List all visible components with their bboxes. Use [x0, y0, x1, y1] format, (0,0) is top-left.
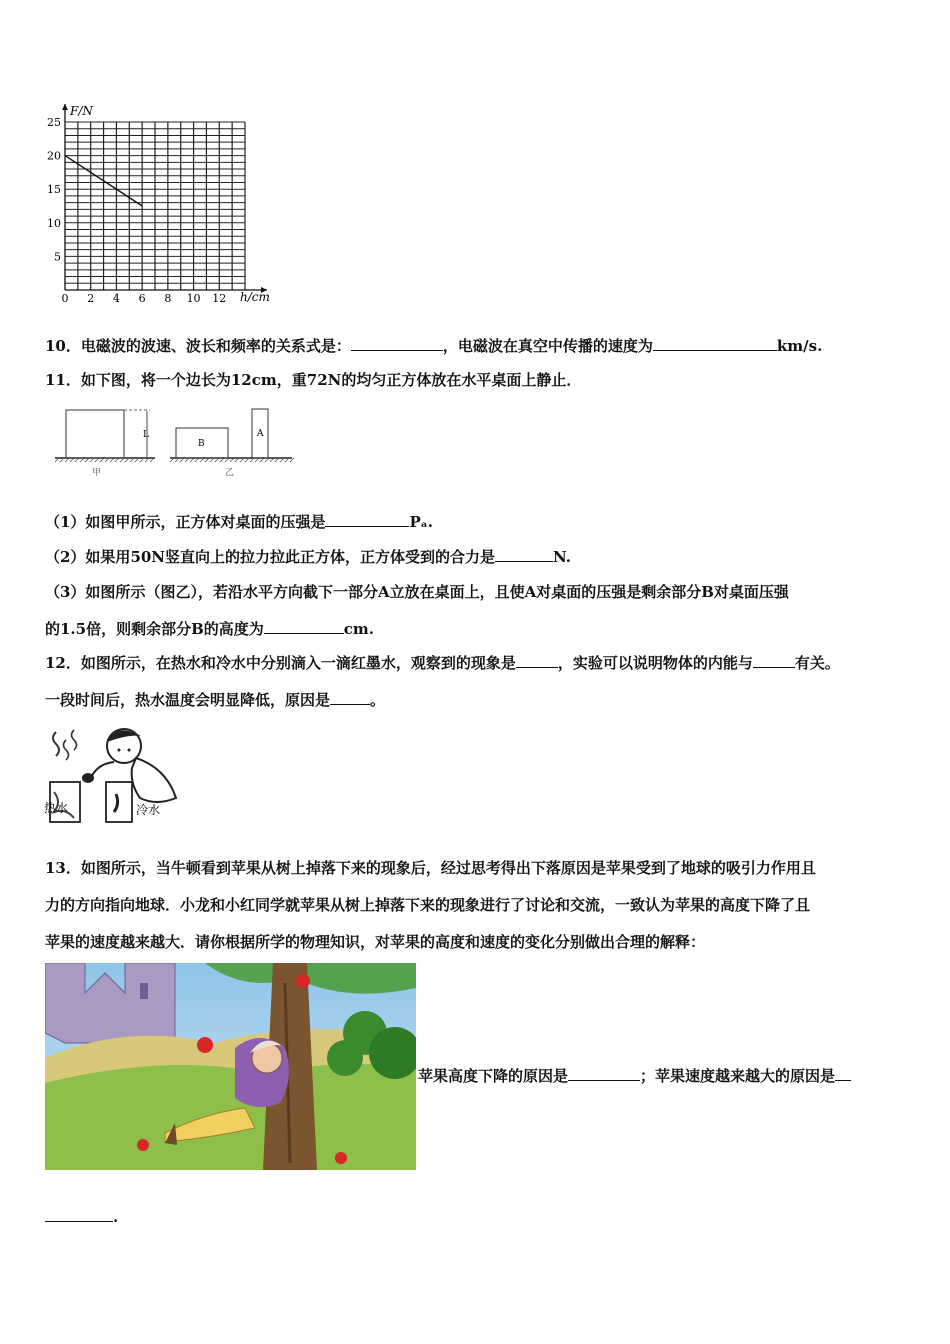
label-l: L	[143, 430, 149, 440]
q11-p3-blank[interactable]	[264, 619, 344, 634]
x-tick-label: 12	[212, 292, 227, 305]
y-axis-label: F/N	[70, 104, 93, 118]
q10-text-b: ，电磁波在真空中传播的速度为	[442, 337, 653, 355]
y-tick-label: 15	[47, 183, 61, 197]
x-tick-label: 10	[186, 292, 201, 305]
q11-p3-text: 的1.5倍，则剩余部分B的高度为	[45, 620, 264, 638]
q11-p2-unit: N.	[553, 548, 572, 566]
q11-intro: 11．如下图，将一个边长为12cm，重72N的均匀正方体放在水平桌面上静止．	[45, 371, 582, 389]
q13-line2: 力的方向指向地球．小龙和小红同学就苹果从树上掉落下来的现象进行了讨论和交流，一致认为苹果的高度下降了且	[45, 896, 811, 914]
q12-line1	[45, 653, 840, 673]
newton-apple-illustration	[45, 963, 416, 1170]
q11-p1-blank[interactable]	[325, 512, 409, 527]
q13-answer-line	[418, 1066, 851, 1086]
q10-text-a: 10．电磁波的波速、波长和频率的关系式是：	[45, 337, 351, 355]
caption-jia: 甲	[92, 468, 102, 478]
q13-line3: 苹果的速度越来越大．请你根据所学的物理知识，对苹果的高度和速度的变化分别做出合理的解释：	[45, 933, 706, 951]
q11-part-2	[45, 547, 571, 567]
q11-p2-blank[interactable]	[495, 547, 553, 562]
q13-blank-2-start[interactable]	[835, 1066, 851, 1081]
q12-blank-3[interactable]	[330, 690, 370, 705]
q11-p1-unit: Pₐ.	[409, 513, 433, 531]
x-tick-label: 6	[138, 292, 146, 305]
label-hot-water: 热水	[44, 801, 69, 815]
x-tick-label: 2	[87, 292, 95, 305]
x-tick-label: 4	[112, 292, 120, 305]
q13-blank-1[interactable]	[568, 1066, 640, 1081]
q11-p3-unit: cm.	[343, 620, 375, 638]
q12-text-e: 。	[370, 691, 386, 709]
q11-part-3-line1: （3）如图所示（图乙），若沿水平方向截下一部分A立放在桌面上，且使A对桌面的压强是剩余部分B对桌面压强	[45, 583, 789, 601]
q13-answer-b: ；苹果速度越来越大的原因是	[640, 1067, 836, 1085]
force-height-chart	[40, 100, 280, 310]
q13-line1: 13．如图所示，当牛顿看到苹果从树上掉落下来的现象后，经过思考得出下落原因是苹果受到了地球的吸引力作用且	[45, 859, 816, 877]
ink-diffusion-illustration	[44, 720, 184, 825]
caption-yi: 乙	[225, 468, 235, 478]
question-10	[45, 336, 822, 356]
q12-text-d: 一段时间后，热水温度会明显降低，原因是	[45, 691, 331, 709]
q10-text-c: km/s.	[776, 337, 823, 355]
chart-axes	[62, 104, 267, 293]
q13-answer-a: 苹果高度下降的原因是	[418, 1067, 569, 1085]
q12-text-c: 有关。	[794, 654, 840, 672]
q12-blank-1[interactable]	[516, 653, 558, 668]
q11-figure	[52, 402, 302, 482]
q13-answer-continuation	[45, 1207, 118, 1227]
q10-blank-2[interactable]	[653, 336, 777, 351]
y-tick-label: 10	[47, 216, 61, 230]
x-tick-label: 0	[61, 292, 69, 305]
y-tick-label: 25	[47, 116, 61, 129]
q10-blank-1[interactable]	[351, 336, 443, 351]
label-cold-water: 冷水	[136, 803, 161, 817]
y-tick-label: 5	[54, 250, 61, 264]
q11-p1-text: （1）如图甲所示，正方体对桌面的压强是	[45, 513, 326, 531]
x-tick-label: 8	[164, 292, 172, 305]
q12-blank-2[interactable]	[753, 653, 795, 668]
q11-part-1	[45, 512, 433, 532]
q11-p2-text: （2）如果用50N竖直向上的拉力拉此正方体，正方体受到的合力是	[45, 548, 496, 566]
x-axis-label: h/cm	[240, 290, 270, 304]
label-b: B	[198, 439, 205, 449]
q12-line2	[45, 690, 385, 710]
q12-text-b: ，实验可以说明物体的内能与	[557, 654, 753, 672]
label-a: A	[257, 429, 264, 439]
q13-blank-2-end[interactable]	[45, 1207, 113, 1222]
q11-part-3-line2	[45, 619, 374, 639]
cube-jia	[66, 410, 124, 458]
y-axis-arrow	[62, 104, 68, 110]
q12-text-a: 12．如图所示，在热水和冷水中分别滴入一滴红墨水，观察到的现象是	[45, 654, 516, 672]
chart-grid	[65, 122, 245, 290]
q13-end: .	[113, 1208, 119, 1226]
y-tick-label: 20	[47, 149, 61, 163]
